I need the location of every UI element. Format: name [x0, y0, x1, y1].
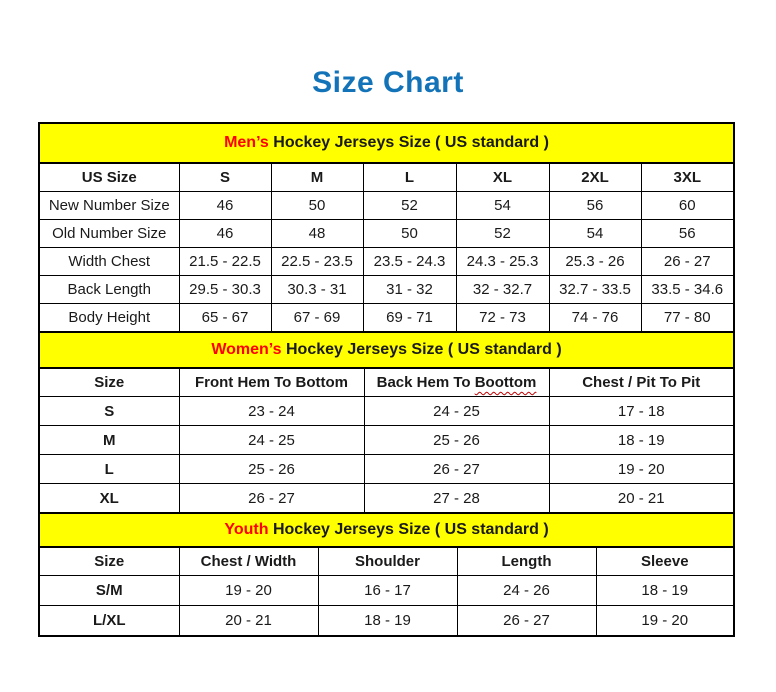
mens-band-text: Hockey Jerseys Size ( US standard ) — [273, 134, 549, 151]
mens-col-header: XL — [456, 163, 549, 192]
size-cell: 54 — [456, 192, 549, 220]
size-cell: 19 - 20 — [549, 455, 734, 484]
size-cell: 18 - 19 — [549, 426, 734, 455]
table-row — [39, 192, 734, 220]
size-cell: 26 - 27 — [179, 484, 364, 514]
mens-col-header: L — [363, 163, 456, 192]
mens-band-title — [39, 123, 734, 163]
row-label: Back Length — [39, 276, 179, 304]
size-cell: 72 - 73 — [456, 304, 549, 333]
row-label: Old Number Size — [39, 220, 179, 248]
size-cell: 77 - 80 — [641, 304, 734, 333]
size-chart — [38, 122, 733, 637]
mens-col-header: S — [179, 163, 271, 192]
size-cell: 24 - 26 — [457, 576, 596, 606]
back-hem-misspelled-word: Boottom — [474, 374, 537, 391]
size-cell: 18 - 19 — [596, 576, 734, 606]
youth-band-highlight: Youth — [224, 521, 269, 538]
row-label: S — [39, 397, 179, 426]
size-cell: 25.3 - 26 — [549, 248, 641, 276]
womens-band-text: Hockey Jerseys Size ( US standard ) — [286, 341, 562, 358]
size-cell: 54 — [549, 220, 641, 248]
size-cell: 17 - 18 — [549, 397, 734, 426]
row-label: Width Chest — [39, 248, 179, 276]
table-row — [39, 304, 734, 333]
womens-band-row — [39, 332, 734, 368]
table-row — [39, 276, 734, 304]
youth-col-header: Chest / Width — [179, 547, 318, 576]
youth-col-header: Sleeve — [596, 547, 734, 576]
size-cell: 65 - 67 — [179, 304, 271, 333]
row-label: Body Height — [39, 304, 179, 333]
back-hem-prefix: Back Hem To — [376, 374, 471, 391]
size-cell: 50 — [271, 192, 363, 220]
size-cell: 18 - 19 — [318, 606, 457, 637]
womens-col-header: Front Hem To Bottom — [179, 368, 364, 397]
size-cell: 52 — [456, 220, 549, 248]
size-cell: 32 - 32.7 — [456, 276, 549, 304]
youth-band-title — [39, 513, 734, 547]
youth-col-header: Shoulder — [318, 547, 457, 576]
size-cell: 46 — [179, 220, 271, 248]
size-cell: 30.3 - 31 — [271, 276, 363, 304]
mens-size-table — [38, 122, 735, 333]
mens-band-row — [39, 123, 734, 163]
table-row — [39, 455, 734, 484]
mens-col-header: M — [271, 163, 363, 192]
table-row — [39, 606, 734, 637]
size-cell: 48 — [271, 220, 363, 248]
size-cell: 22.5 - 23.5 — [271, 248, 363, 276]
youth-header-row — [39, 547, 734, 576]
womens-band-highlight: Women’s — [211, 341, 282, 358]
size-cell: 33.5 - 34.6 — [641, 276, 734, 304]
table-row — [39, 426, 734, 455]
size-cell: 29.5 - 30.3 — [179, 276, 271, 304]
womens-size-table — [38, 331, 735, 514]
size-cell: 19 - 20 — [596, 606, 734, 637]
size-cell: 25 - 26 — [364, 426, 549, 455]
size-cell: 50 — [363, 220, 456, 248]
size-cell: 31 - 32 — [363, 276, 456, 304]
mens-col-header: 2XL — [549, 163, 641, 192]
youth-col-header: Size — [39, 547, 179, 576]
page-title: Size Chart — [312, 66, 464, 99]
table-row — [39, 248, 734, 276]
table-row — [39, 397, 734, 426]
youth-col-header: Length — [457, 547, 596, 576]
size-cell: 24 - 25 — [364, 397, 549, 426]
size-cell: 69 - 71 — [363, 304, 456, 333]
size-cell: 26 - 27 — [364, 455, 549, 484]
size-cell: 24.3 - 25.3 — [456, 248, 549, 276]
youth-size-table — [38, 512, 735, 637]
row-label: L/XL — [39, 606, 179, 637]
size-cell: 23.5 - 24.3 — [363, 248, 456, 276]
table-row — [39, 484, 734, 514]
size-cell: 20 - 21 — [179, 606, 318, 637]
mens-band-highlight: Men’s — [224, 134, 269, 151]
row-label: XL — [39, 484, 179, 514]
table-row — [39, 220, 734, 248]
size-cell: 74 - 76 — [549, 304, 641, 333]
size-cell: 26 - 27 — [457, 606, 596, 637]
size-cell: 16 - 17 — [318, 576, 457, 606]
size-cell: 21.5 - 22.5 — [179, 248, 271, 276]
size-cell: 25 - 26 — [179, 455, 364, 484]
womens-col-header: Chest / Pit To Pit — [549, 368, 734, 397]
youth-band-text: Hockey Jerseys Size ( US standard ) — [272, 521, 549, 538]
size-cell: 24 - 25 — [179, 426, 364, 455]
size-cell: 23 - 24 — [179, 397, 364, 426]
size-cell: 27 - 28 — [364, 484, 549, 514]
size-cell: 20 - 21 — [549, 484, 734, 514]
size-cell: 19 - 20 — [179, 576, 318, 606]
size-cell: 60 — [641, 192, 734, 220]
mens-header-row — [39, 163, 734, 192]
womens-header-row — [39, 368, 734, 397]
mens-col-header: US Size — [39, 163, 179, 192]
youth-band-row — [39, 513, 734, 547]
row-label: New Number Size — [39, 192, 179, 220]
size-cell: 32.7 - 33.5 — [549, 276, 641, 304]
size-cell: 46 — [179, 192, 271, 220]
table-row — [39, 576, 734, 606]
womens-col-header: Size — [39, 368, 179, 397]
size-cell: 56 — [641, 220, 734, 248]
size-cell: 52 — [363, 192, 456, 220]
womens-col-header-back-hem — [364, 368, 549, 397]
mens-col-header: 3XL — [641, 163, 734, 192]
row-label: M — [39, 426, 179, 455]
size-cell: 67 - 69 — [271, 304, 363, 333]
womens-band-title — [39, 332, 734, 368]
row-label: S/M — [39, 576, 179, 606]
size-cell: 56 — [549, 192, 641, 220]
row-label: L — [39, 455, 179, 484]
size-cell: 26 - 27 — [641, 248, 734, 276]
